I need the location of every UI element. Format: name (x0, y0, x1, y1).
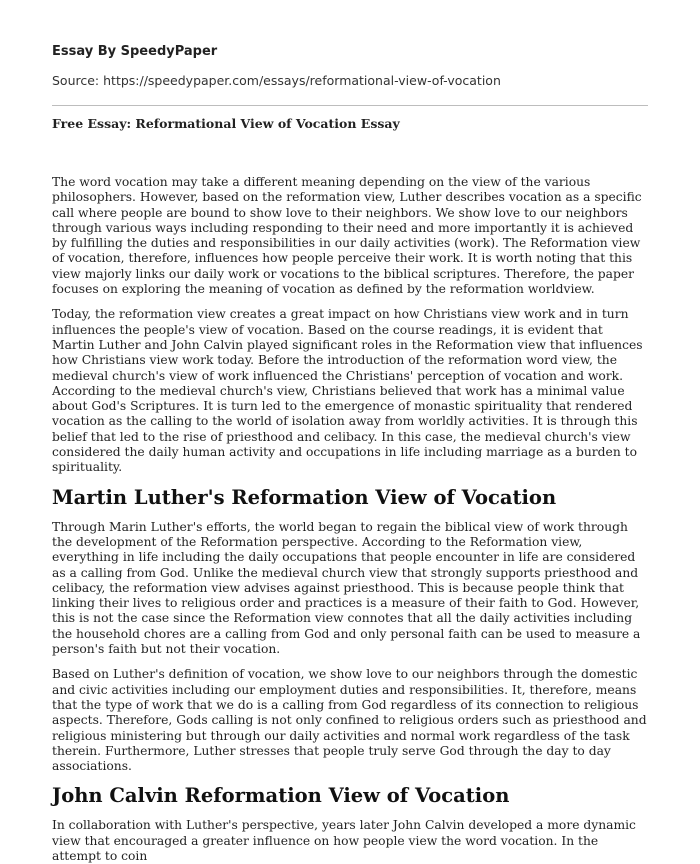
paragraph: In collaboration with Luther's perspective, years later John Calvin developed a more dynamic view that encouraged a greater influence on how people view the word vocation. In the attempt to coin (52, 818, 636, 863)
section-heading: Martin Luther's Reformation View of Vocation (52, 485, 557, 509)
essay-body (52, 175, 648, 864)
essay-title: Free Essay: Reformational View of Vocation Essay (52, 116, 400, 131)
paragraph: The word vocation may take a different meaning depending on the view of the various philosophers. However, based on the reformation view, Luther describes vocation as a specific call where people are bound to show love to their neighbors. We show love to our neighbors through various ways including responding to their need and more importantly it is achieved by fulfilling the duties and responsibilities in our daily activities (work). The Reformation view of vocation, therefore, influences how people perceive their work. It is worth noting that this view majorly links our daily work or vocations to the biblical scriptures. Therefore, the paper focuses on exploring the meaning of vocation as defined by the reformation worldview. (52, 175, 642, 297)
section-heading: John Calvin Reformation View of Vocation (52, 784, 510, 808)
document-header (52, 0, 648, 88)
paragraph: Based on Luther's definition of vocation, we show love to our neighbors through the domestic and civic activities including our employment duties and responsibilities. It, therefore, means that the type of work that we do is a calling from God regardless of its connection to religious aspects. Therefore, Gods calling is not only confined to religious orders such as priesthood and religious ministering but through our daily activities and normal work regardless of the task therein. Furthermore, Luther stresses that people truly serve God through the day to day associations. (52, 667, 647, 774)
brand-title: Essay By SpeedyPaper (52, 44, 218, 59)
paragraph: Today, the reformation view creates a great impact on how Christians view work and in turn influences the people's view of vocation. Based on the course readings, it is evident that Martin Luther and John Calvin played significant roles in the Reformation view that influences how Christians view work today. Before the introduction of the reformation word view, the medieval church's view of work influenced the Christians' perception of vocation and work. According to the medieval church's view, Christians believed that work has a minimal value about God's Scriptures. It is turn led to the emergence of monastic spirituality that rendered vocation as the calling to the world of isolation away from worldly activities. It is through this belief that led to the rise of priesthood and celibacy. In this case, the medieval church's view considered the daily human activity and occupations in life including marriage as a burden to spirituality. (52, 307, 643, 475)
paragraph: Through Marin Luther's efforts, the world began to regain the biblical view of work through the development of the Reformation perspective. According to the Reformation view, everything in life including the daily occupations that people encounter in life are considered as a calling from God. Unlike the medieval church view that strongly supports priesthood and celibacy, the reformation view advises against priesthood. This is because people think that linking their lives to religious order and practices is a measure of their faith to God. However, this is not the case since the Reformation view connotes that all the daily activities including the household chores are a calling from God and only personal faith can be used to measure a person's faith but not their vocation. (52, 519, 641, 657)
source-line: Source: https://speedypaper.com/essays/reformational-view-of-vocation (52, 73, 501, 88)
header-divider (52, 105, 648, 106)
